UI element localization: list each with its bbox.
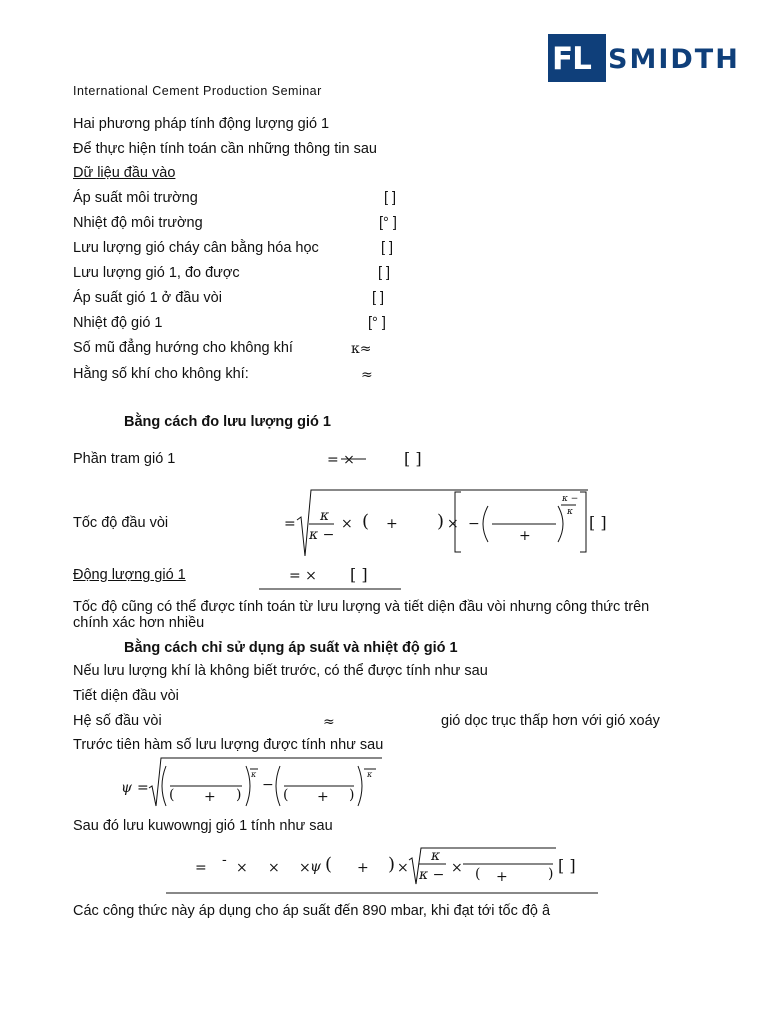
speed-exp-bot: κ [567,507,573,517]
speed-inner-lparen [483,506,488,542]
psi-outer-rparen-1 [246,766,250,806]
input-label: Lưu lượng gió cháy cân bằng hóa học [73,240,319,256]
psi-eq: = [137,780,149,796]
input-unit: κ≈ [351,341,372,357]
flow-times-1: × [236,860,248,876]
speed-unit: [ ] [589,513,607,532]
input-label: Áp suất môi trường [73,190,198,206]
momentum-label: Động lượng gió 1 [73,567,186,583]
psi-outer-lparen-2 [276,766,280,806]
input-unit: [ ] [378,265,391,281]
psi-plus-2: + [317,789,329,805]
flow-rparen: ) [388,854,396,875]
flow-eq: = [195,860,207,876]
input-unit: [ ] [384,190,397,206]
input-label: Lưu lượng gió 1, đo được [73,265,240,281]
input-unit: [ ] [381,240,394,256]
speed-note-2: chính xác hơn nhiều [73,615,205,631]
speed-lparen: ( [362,511,370,532]
seminar-title: International Cement Production Seminar [73,84,322,98]
psi-outer-rparen-2 [358,766,362,806]
coef-label: Hệ số đầu vòi [73,713,162,729]
speed-minus: − [468,516,480,532]
input-label: Nhiệt độ gió 1 [73,315,163,331]
psi-lparen-1: ( [169,787,175,803]
psi-exp-2: κ [367,770,373,779]
speed-times-1: × [341,516,353,532]
doc-need: Để thực hiện tính toán cần những thông tin sau [73,141,377,157]
doc-title: Hai phương pháp tính động lượng gió 1 [73,116,330,132]
speed-eq: = [284,516,296,532]
speed-kappa-den: κ − [309,527,335,543]
speed-bracket-left [455,492,461,552]
speed-kappa-num: κ [320,508,330,524]
section2-heading: Bằng cách chỉ sử dụng áp suất và nhiệt độ gió 1 [124,640,458,656]
percent-label: Phần tram gió 1 [73,451,176,467]
psi-minus: − [262,777,274,793]
input-label: Hằng số khí cho không khí: [73,366,249,382]
logo-smidth-text: SMIDTH [608,44,740,75]
final-note: Các công thức này áp dụng cho áp suất đến 890 mbar, khi đạt tới tốc độ â [73,903,551,919]
psi-outer-lparen-1 [162,766,166,806]
input-unit: [° ] [368,315,386,331]
flow-kappa-num: κ [431,848,441,864]
speed-label: Tốc độ đầu vòi [73,515,169,531]
momentum-formula: = × [289,568,317,584]
speed-bracket-right [580,492,586,552]
func-intro: Trước tiên hàm số lưu lượng được tính như sau [73,737,384,753]
flow-unit: [ ] [558,856,576,875]
input-unit: [° ] [379,215,397,231]
input-unit: ≈ [361,367,373,383]
speed-rparen: ) [437,511,445,532]
speed-inner-rparen [558,506,563,542]
input-label: Áp suất gió 1 ở đầu vòi [73,290,222,306]
flow-lparen: ( [325,854,333,875]
percent-formula: = × [327,452,355,468]
input-unit: [ ] [372,290,385,306]
flow-intro: Sau đó lưu kuwowngj gió 1 tính như sau [73,818,333,834]
coef-note: gió dọc trục thấp hơn với gió xoáy [441,713,660,729]
speed-exp-top: κ − [562,494,579,504]
logo-fl-text: FL [552,41,591,77]
psi-rparen-1: ) [236,787,242,803]
percent-unit: [ ] [404,449,422,468]
psi-exp-1: κ [251,770,257,779]
flow-dash: - [222,852,227,868]
section2-line1: Nếu lưu lượng khí là không biết trước, có thể được tính như sau [73,663,488,679]
flow-kappa-den: κ − [419,867,445,883]
momentum-unit: [ ] [350,565,368,584]
psi-lparen-2: ( [283,787,289,803]
flow-psi: ψ [310,859,321,875]
flow-times-2: × [268,860,280,876]
flow-sqrt [409,848,556,884]
input-label: Nhiệt độ môi trường [73,215,203,231]
speed-note: Tốc độ cũng có thể được tính toán từ lưu lượng và tiết diện đầu vòi nhưng công thức trên [73,599,650,615]
psi-sqrt [149,758,382,806]
flow-plus-1: + [357,860,369,876]
section2-line2: Tiết diện đầu vòi [73,688,179,704]
psi-plus-1: + [204,789,216,805]
speed-times-2: × [447,516,459,532]
flow-plus-2: + [496,869,508,885]
speed-sqrt [297,490,588,556]
flow-times-4: × [397,860,409,876]
input-label: Số mũ đẳng hướng cho không khí [73,340,293,356]
flow-times-5: × [451,860,463,876]
speed-plus-1: + [386,516,398,532]
flow-rparen-2: ) [548,866,554,882]
speed-plus-2: + [519,528,531,544]
flow-times-3: × [299,860,311,876]
section1-heading: Bằng cách đo lưu lượng gió 1 [124,414,331,430]
flow-lparen-2: ( [475,866,481,882]
psi-rparen-2: ) [349,787,355,803]
psi-symbol: ψ [121,780,132,796]
coef-approx: ≈ [323,714,335,730]
input-data-heading: Dữ liệu đầu vào [73,165,176,181]
